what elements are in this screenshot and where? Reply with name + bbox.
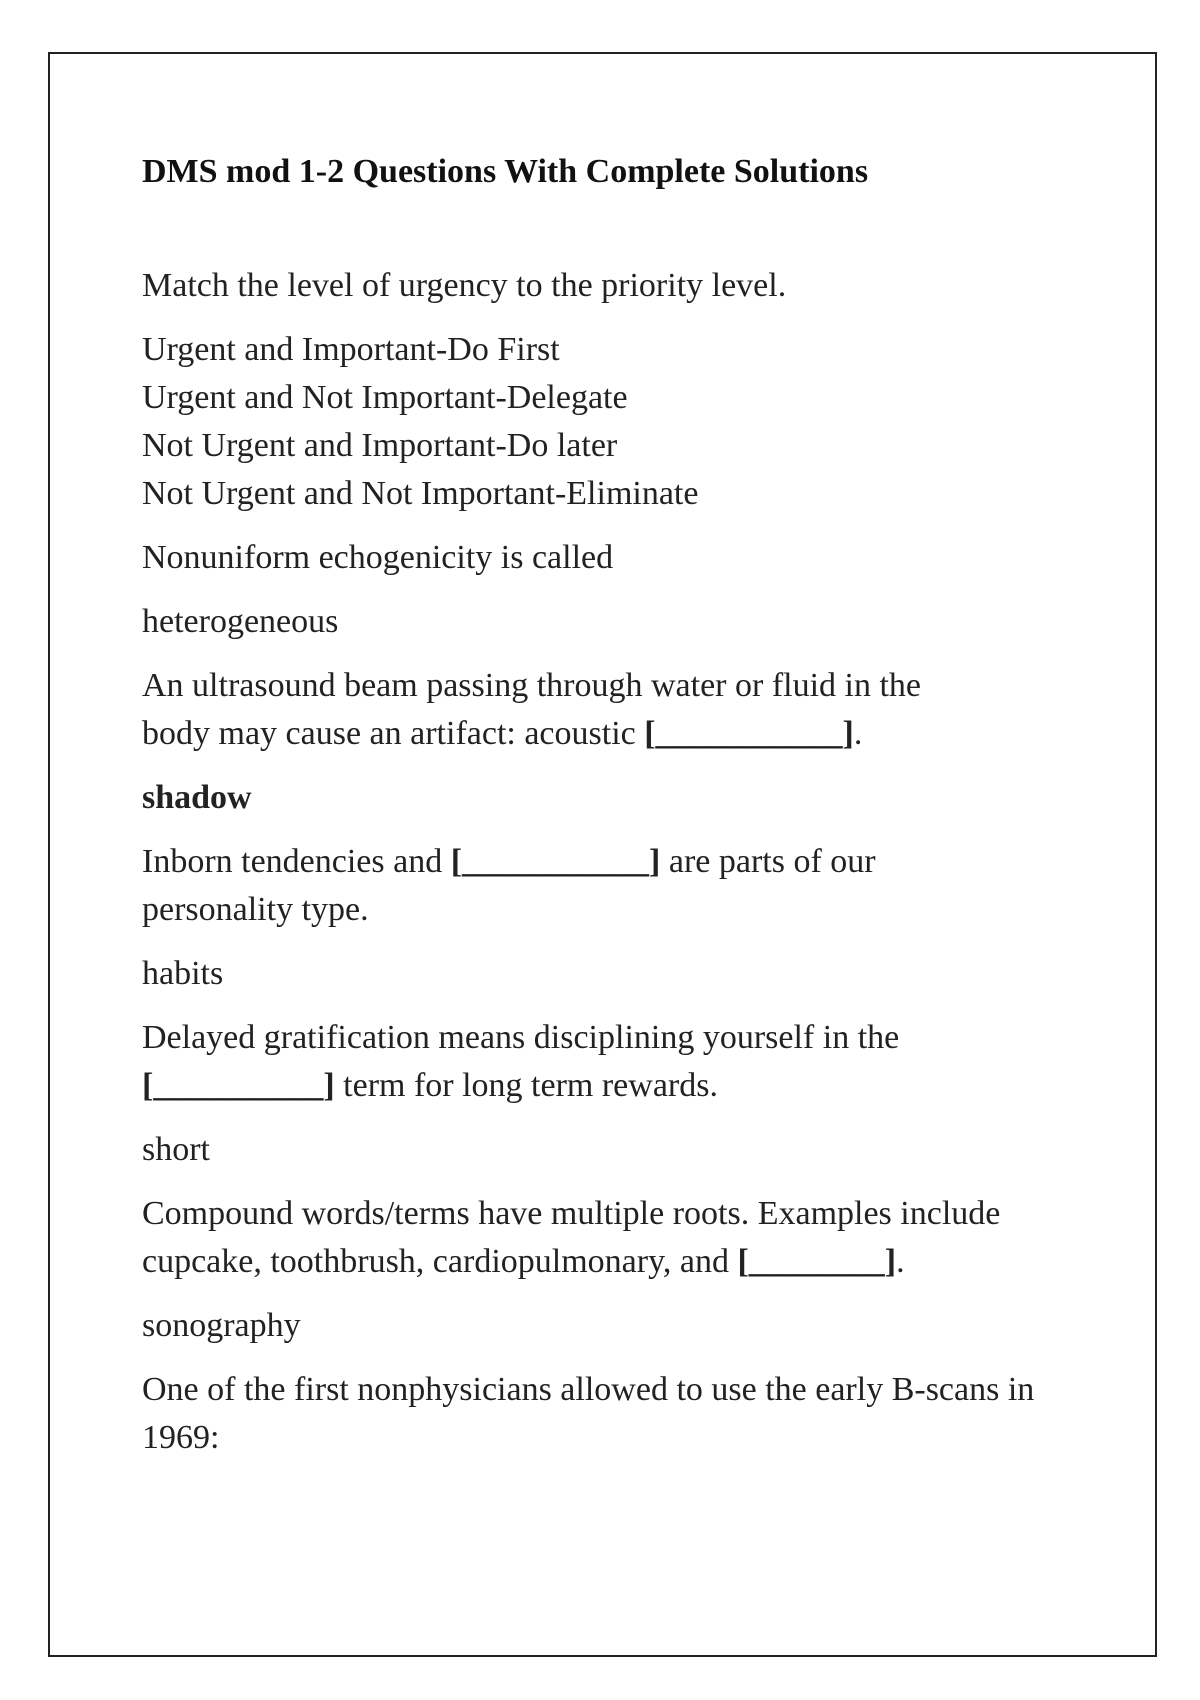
answer-1-line: Urgent and Not Important-Delegate <box>142 379 628 417</box>
answer-1-line: Urgent and Important-Do First <box>142 331 560 369</box>
question-1: Match the level of urgency to the priority level. <box>142 267 787 305</box>
question-6 <box>142 1190 1072 1286</box>
question-6-text: Compound words/terms have multiple roots. Examples include cupcake, toothbrush, cardiopulmonary, and <box>142 1195 1001 1281</box>
question-5 <box>142 1014 902 1110</box>
question-5-text: Delayed gratification means disciplining yourself in the <box>142 1019 900 1057</box>
question-4-tail: are parts of our personality type. <box>142 843 876 929</box>
question-4 <box>142 838 922 934</box>
answer-1-line: Not Urgent and Not Important-Eliminate <box>142 475 699 513</box>
blank: [___________] <box>644 715 854 753</box>
question-5-tail: term for long term rewards. <box>334 1067 718 1105</box>
answer-1 <box>142 326 1072 518</box>
question-7: One of the first nonphysicians allowed to use the early B-scans in 1969: <box>142 1371 1035 1457</box>
document-content <box>142 150 1072 1478</box>
question-3-text: An ultrasound beam passing through water or fluid in the body may cause an artifact: acoustic <box>142 667 922 753</box>
answer-5: short <box>142 1131 210 1169</box>
answer-6: sonography <box>142 1307 301 1345</box>
answer-3: shadow <box>142 779 252 817</box>
question-3 <box>142 662 972 758</box>
answer-1-line: Not Urgent and Important-Do later <box>142 427 618 465</box>
question-6-tail: . <box>896 1243 905 1281</box>
answer-4: habits <box>142 955 224 993</box>
question-2: Nonuniform echogenicity is called <box>142 539 614 577</box>
question-4-text: Inborn tendencies and <box>142 843 451 881</box>
answer-2: heterogeneous <box>142 603 339 641</box>
document-title: DMS mod 1-2 Questions With Complete Solutions <box>142 153 869 190</box>
blank: [________] <box>737 1243 897 1281</box>
blank: [___________] <box>450 843 661 881</box>
blank: [__________] <box>142 1067 335 1105</box>
question-3-tail: . <box>853 715 863 753</box>
